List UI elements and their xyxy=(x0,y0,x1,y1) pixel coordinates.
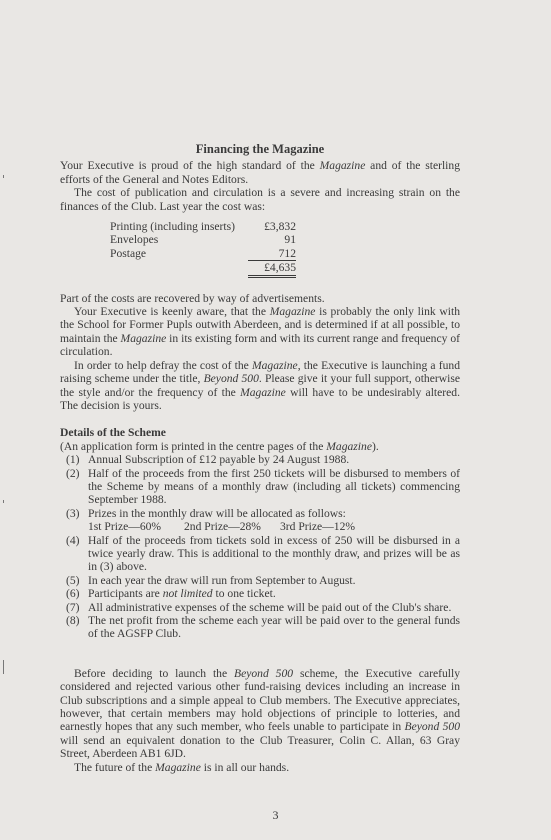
closing-paragraph-2: The future of the Magazine is in all our hands. xyxy=(74,760,290,774)
page-number: 3 xyxy=(272,808,279,822)
body-paragraph-3: In order to help defray the cost of the Magazine, the Executive is launching a fund raising scheme under the title, Beyond 500. Please give it your full support, otherwise the style and/or the frequency of the Magazine will have to be undesirably altered. The decision is yours. xyxy=(60,358,461,412)
list-item: (5) In each year the draw will run from September to August. xyxy=(66,573,356,587)
intro-paragraph-2: The cost of publication and circulation is a severe and increasing strain on the finances of the Club. Last year the cost was: xyxy=(60,186,460,213)
cost-row-postage: Postage 712 xyxy=(110,246,296,260)
margin-mark-middle xyxy=(3,500,4,503)
list-item: (4) Half of the proceeds from tickets sold in excess of 250 will be disbursed in a twice yearly draw. This is additional to the monthly draw, and prizes will be as in (3) above. xyxy=(66,533,460,574)
margin-mark-top xyxy=(3,175,4,178)
body-paragraph-2: Your Executive is keenly aware, that the Magazine is probably the only link with the School for Former Pupls outwith Aberdeen, and is determined if at all possible, to maintain the Magazine in its existing form and with its current range and frequency of circulation. xyxy=(60,305,460,359)
cost-row-envelopes: Envelopes 91 xyxy=(110,233,296,247)
cost-total: £4,635 xyxy=(248,261,296,277)
intro-paragraph-1: Your Executive is proud of the high standard of the Magazine and of the sterling efforts of the General and Notes Editors. xyxy=(60,159,460,186)
scheme-heading: Details of the Scheme xyxy=(60,426,166,440)
body-paragraph-1: Part of the costs are recovered by way of advertisements. xyxy=(60,291,325,305)
scheme-list xyxy=(60,453,460,641)
margin-mark-bottom xyxy=(3,660,4,674)
list-item: (3) Prizes in the monthly draw will be allocated as follows: 1st Prize—60% 2nd Prize—28% 3rd Prize—12% xyxy=(60,507,460,534)
page-content xyxy=(60,143,460,774)
closing-paragraph-1: Before deciding to launch the Beyond 500 scheme, the Executive carefully considered and rejected various other fund-raising devices including an increase in Club subscriptions and a simple appeal to Club members. The Executive appreciates, however, that certain members may hold objections of principle to lotteries, and earnestly hopes that any such member, who feels unable to participate in Beyond 500 will send an equivalent donation to the Club Treasurer, Colin C. Allan, 63 Gray Street, Aberdeen AB1 6JD. xyxy=(60,666,460,761)
list-item: (1) Annual Subscription of £12 payable by 24 August 1988. xyxy=(66,453,350,467)
list-item: (2) Half of the proceeds from the first 250 tickets will be disbursed to members of the Scheme by means of a monthly draw (including all tickets) commencing September 1988. xyxy=(66,466,460,507)
scheme-intro: (An application form is printed in the centre pages of the Magazine). xyxy=(60,439,379,453)
list-item: (7) All administrative expenses of the scheme will be paid out of the Club's share. xyxy=(66,600,452,614)
prize-allocation: 1st Prize—60% 2nd Prize—28% 3rd Prize—12% xyxy=(88,520,356,534)
list-item: (8) The net profit from the scheme each year will be paid over to the general funds of the AGSFP Club. xyxy=(66,614,460,641)
list-item: (6) Participants are not limited to one ticket. xyxy=(66,587,276,601)
cost-total-row xyxy=(110,261,296,277)
article-title: Financing the Magazine xyxy=(195,142,325,156)
cost-row-printing: Printing (including inserts) £3,832 xyxy=(110,220,296,234)
cost-table xyxy=(110,220,296,278)
